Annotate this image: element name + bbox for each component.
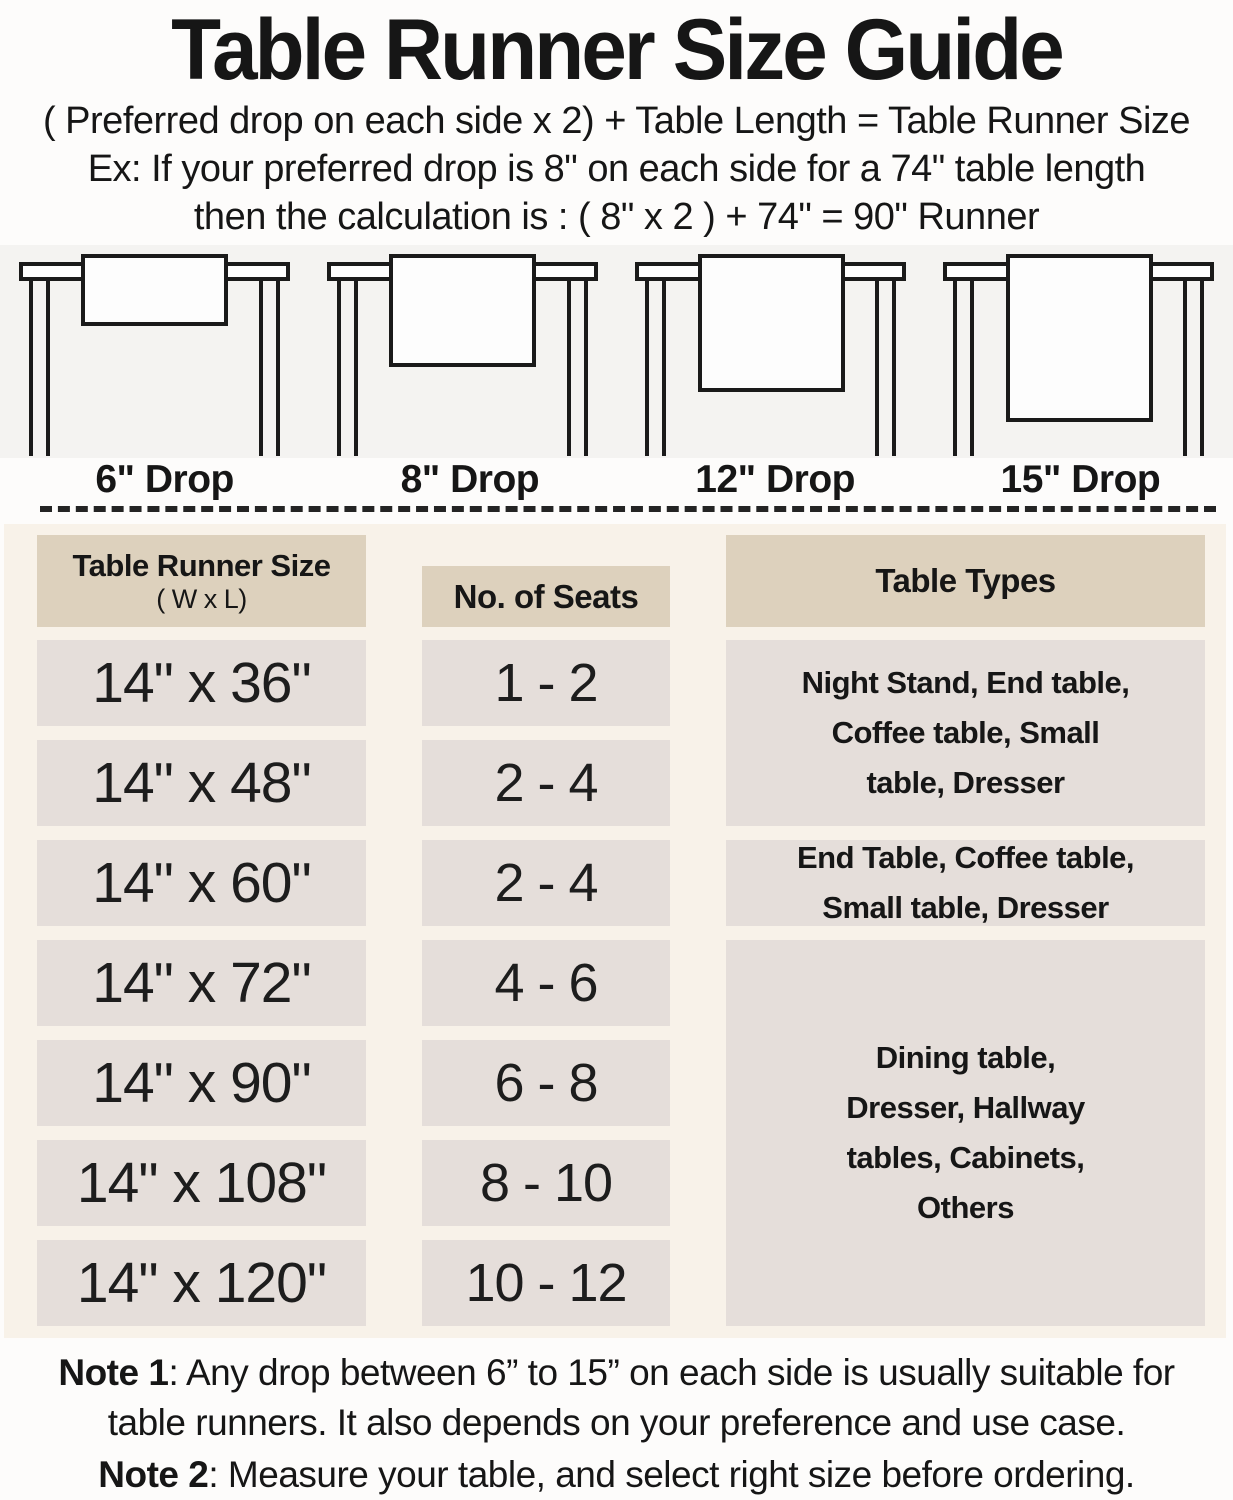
table-leg	[276, 281, 280, 456]
drop-labels-row	[0, 456, 1233, 504]
table-leg	[662, 281, 666, 456]
runner-shape	[1006, 254, 1153, 422]
seats-cell: 8 - 10	[422, 1140, 670, 1226]
seats-cell: 2 - 4	[422, 840, 670, 926]
table-types-line: table, Dresser	[866, 765, 1065, 800]
dashed-divider	[40, 506, 1216, 512]
table-types-group-1	[726, 640, 1205, 826]
seats-cell: 6 - 8	[422, 1040, 670, 1126]
table-leg	[337, 281, 341, 456]
runner-size-cell: 14" x 108"	[37, 1140, 366, 1226]
table-types-line: tables, Cabinets,	[846, 1140, 1085, 1175]
table-leg	[584, 281, 588, 456]
table-leg	[953, 281, 957, 456]
table-types-line: Dining table,	[875, 1040, 1056, 1075]
column-header-table-types	[726, 535, 1205, 627]
column-header-subtitle: ( W x L)	[156, 583, 247, 614]
seats-cell: 10 - 12	[422, 1240, 670, 1326]
runner-size-cell: 14" x 90"	[37, 1040, 366, 1126]
note-1-label: Note 1	[58, 1352, 169, 1393]
table-diagrams-strip	[0, 245, 1233, 458]
drop-label-8in: 8" Drop	[400, 458, 540, 501]
table-leg	[46, 281, 50, 456]
table-diagram-15in-drop	[925, 245, 1233, 458]
table-leg	[354, 281, 358, 456]
drop-label-6in: 6" Drop	[95, 458, 234, 501]
formula-line: ( Preferred drop on each side x 2) + Table Length = Table Runner Size	[42, 100, 1191, 142]
table-leg	[567, 281, 571, 456]
note-1-line-2: table runners. It also depends on your preference and use case.	[107, 1402, 1126, 1443]
table-leg	[1183, 281, 1187, 456]
seats-cell: 2 - 4	[422, 740, 670, 826]
table-types-line: Coffee table, Small	[831, 715, 1100, 750]
column-header-title: Table Types	[875, 562, 1056, 599]
table-types-line: Night Stand, End table,	[801, 665, 1130, 700]
runner-size-cell: 14" x 120"	[37, 1240, 366, 1326]
runner-size-cell: 14" x 60"	[37, 840, 366, 926]
runner-shape	[389, 254, 536, 367]
table-side-view	[635, 245, 906, 456]
note-1-text: : Any drop between 6” to 15” on each side is usually suitable for	[168, 1352, 1175, 1393]
note-2-line	[0, 1452, 1233, 1498]
table-leg	[875, 281, 879, 456]
drop-label-15in: 15" Drop	[1000, 458, 1161, 501]
drop-label-12in: 12" Drop	[695, 458, 855, 501]
example-line-2: then the calculation is : ( 8" x 2 ) + 74" = 90" Runner	[193, 196, 1040, 238]
seats-cell: 1 - 2	[422, 640, 670, 726]
note-2-text: : Measure your table, and select right size before ordering.	[208, 1454, 1135, 1495]
column-header-runner-size	[37, 535, 366, 627]
table-types-line: End Table, Coffee table,	[796, 840, 1135, 875]
table-leg	[970, 281, 974, 456]
column-header-seats	[422, 566, 670, 627]
runner-size-cell: 14" x 36"	[37, 640, 366, 726]
table-types-line: Small table, Dresser	[822, 890, 1109, 925]
seats-cell: 4 - 6	[422, 940, 670, 1026]
table-leg	[892, 281, 896, 456]
table-side-view	[19, 245, 290, 456]
runner-size-cell: 14" x 72"	[37, 940, 366, 1026]
page-title: Table Runner Size Guide	[171, 2, 1062, 98]
runner-shape	[81, 254, 228, 326]
table-side-view	[943, 245, 1214, 456]
table-leg	[645, 281, 649, 456]
table-types-line: Dresser, Hallway	[846, 1090, 1085, 1125]
table-leg	[29, 281, 33, 456]
table-diagram-8in-drop	[308, 245, 616, 458]
table-types-group-3	[726, 940, 1205, 1326]
runner-shape	[698, 254, 845, 392]
table-types-group-2	[726, 840, 1205, 926]
example-line-1: Ex: If your preferred drop is 8" on each side for a 74" table length	[87, 148, 1146, 190]
table-leg	[1200, 281, 1204, 456]
table-diagram-6in-drop	[0, 245, 308, 458]
column-header-title: No. of Seats	[453, 577, 639, 615]
table-diagram-12in-drop	[617, 245, 925, 458]
table-leg	[259, 281, 263, 456]
runner-size-cell: 14" x 48"	[37, 740, 366, 826]
note-1-line-1	[0, 1350, 1233, 1396]
column-header-title: Table Runner Size	[72, 547, 331, 583]
note-2-label: Note 2	[98, 1454, 209, 1495]
table-side-view	[327, 245, 598, 456]
table-types-line: Others	[917, 1190, 1014, 1225]
